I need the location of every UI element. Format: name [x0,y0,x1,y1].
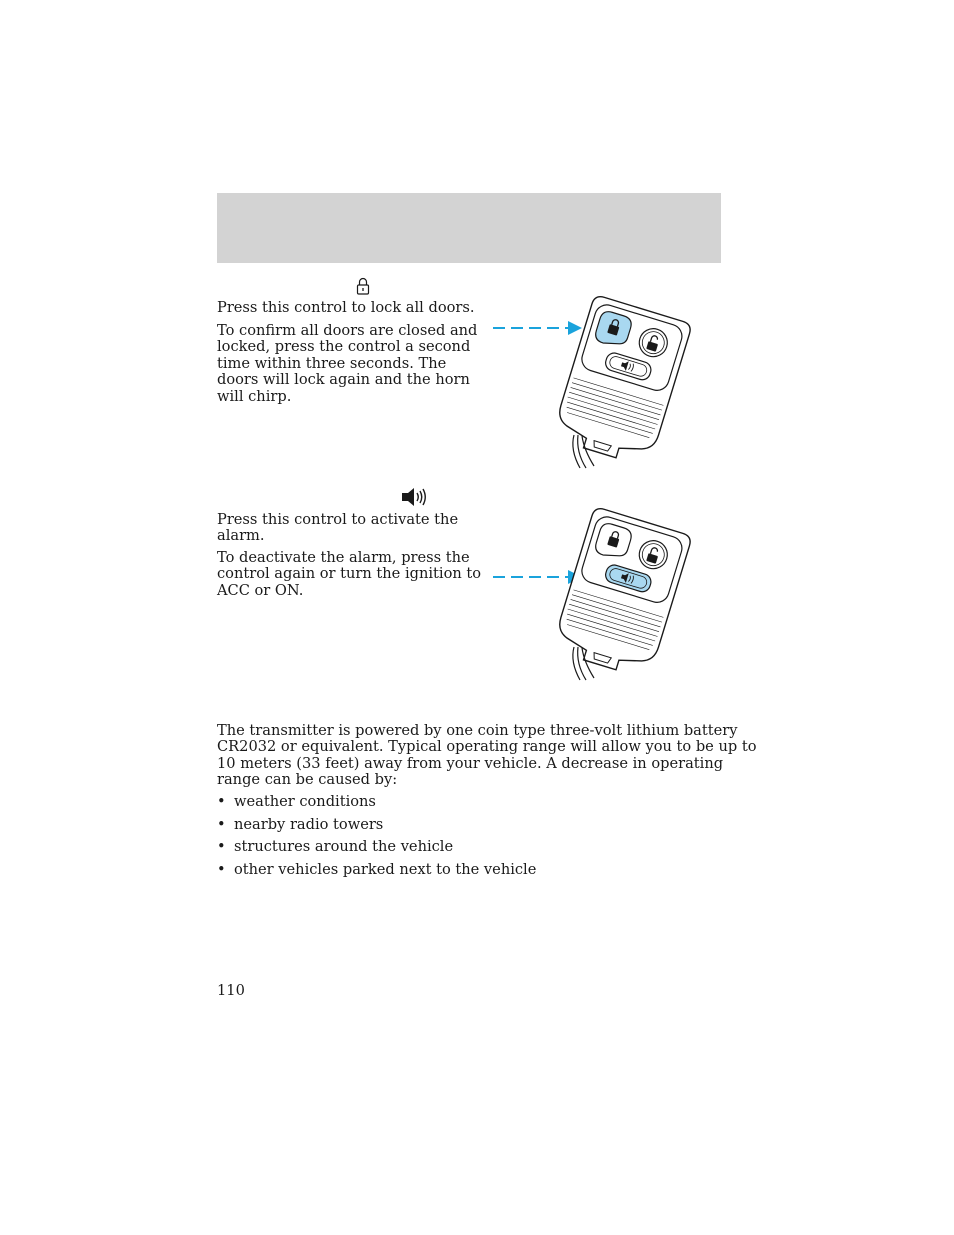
text-line: doors will lock again and the horn [217,371,470,389]
list-item: • nearby radio towers [217,817,536,833]
pointer-arrow [493,321,582,335]
text-line: locked, press the control a second [217,338,471,356]
lock-instruction: Press this control to lock all doors. [217,299,475,316]
alarm-deactivate-paragraph [217,550,481,599]
speaker-icon [400,486,428,508]
list-item: • structures around the vehicle [217,839,536,855]
text-line: Press this control to activate the [217,511,459,528]
range-factors-list [217,794,536,885]
section-header-band [217,193,721,263]
battery-paragraph [217,723,756,789]
text-line: To confirm all doors are closed and [217,322,478,339]
text-line: To deactivate the alarm, press the [217,549,470,566]
text-line: alarm. [217,527,265,545]
text-line: 10 meters (33 feet) away from your vehicle. A decrease in operating [217,754,724,772]
text-line: The transmitter is powered by one coin type three-volt lithium battery [217,722,738,739]
remote-fob-lock-illustration [490,300,675,472]
text-line: control again or turn the ignition to [217,565,482,583]
pointer-arrow [493,570,582,584]
list-item: • weather conditions [217,794,536,810]
alarm-activate-paragraph [217,512,458,545]
remote-fob-panic-illustration [490,512,675,684]
padlock-icon [356,277,370,295]
text-line: range can be caused by: [217,771,398,789]
text-line: CR2032 or equivalent. Typical operating range will allow you to be up to [217,738,757,756]
text-line: time within three seconds. The [217,354,447,372]
text-line: ACC or ON. [217,581,304,599]
list-item: • other vehicles parked next to the vehicle [217,862,536,878]
lock-confirm-paragraph [217,323,477,405]
text-line: will chirp. [217,387,292,405]
page-number: 110 [217,982,245,999]
